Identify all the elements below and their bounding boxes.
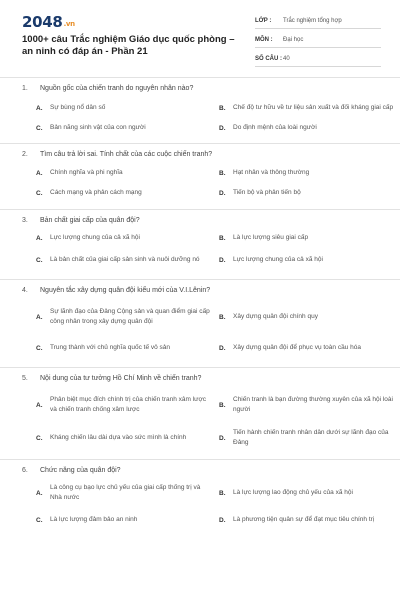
option-letter: C. (36, 434, 43, 442)
answer-option-a[interactable] (36, 163, 211, 183)
option-text: Chiến tranh là bạn đường thường xuyên của xã hội loài người (233, 396, 393, 413)
option-letter: A. (36, 234, 43, 242)
option-letter: A. (36, 489, 43, 497)
answer-option-d[interactable] (219, 183, 394, 203)
option-text: Là lực lượng siêu giai cấp (233, 234, 309, 241)
question-stem (0, 144, 400, 163)
meta-label: MÔN : (255, 36, 273, 43)
option-letter: D. (219, 344, 226, 352)
meta-row-class (255, 13, 381, 29)
question-number: 1. (22, 85, 28, 92)
answer-option-a[interactable] (36, 299, 211, 335)
meta-row-subject (255, 32, 381, 48)
question-text: Nguyên tắc xây dựng quân đội kiểu mới của V.I.Lênin? (40, 287, 211, 294)
option-text: Hạt nhân và thông thường (233, 169, 310, 176)
answer-option-b[interactable] (219, 97, 394, 119)
option-text: Bản năng sinh vật của con người (50, 124, 146, 131)
option-letter: C. (36, 124, 43, 132)
meta-value: 40 (283, 55, 290, 62)
answer-options (0, 229, 400, 279)
answer-option-d[interactable] (219, 119, 394, 137)
answer-option-d[interactable] (219, 247, 394, 273)
option-letter: C. (36, 516, 43, 524)
option-text: Kháng chiến lâu dài dựa vào sức mình là chính (50, 434, 187, 441)
question-stem (0, 280, 400, 299)
site-logo[interactable] (22, 13, 75, 33)
option-text: Trung thành với chủ nghĩa quốc tế vô sản (50, 344, 171, 351)
question-item (0, 368, 400, 460)
option-letter: C. (36, 256, 43, 264)
option-letter: C. (36, 189, 43, 197)
option-text: Là lực lượng đảm bảo an ninh (50, 516, 138, 523)
option-letter: D. (219, 189, 226, 197)
question-item (0, 144, 400, 210)
question-list (0, 78, 400, 539)
question-text: Chức năng của quân đội? (40, 467, 121, 474)
question-number: 5. (22, 375, 28, 382)
option-text: Lực lượng chung của cả xã hội (233, 256, 323, 263)
option-letter: C. (36, 344, 43, 352)
meta-row-question-count (255, 51, 381, 67)
question-text: Nội dung của tư tưởng Hồ Chí Minh về chiến tranh? (40, 375, 202, 382)
option-letter: D. (219, 516, 226, 524)
question-text: Tìm câu trả lời sai. Tính chất của các cuộc chiến tranh? (40, 151, 213, 158)
answer-option-b[interactable] (219, 163, 394, 183)
option-text: Sự lãnh đạo của Đảng Cộng sản và quan điểm giai cấp công nhân trong xây dựng quân đội (50, 308, 210, 325)
option-letter: A. (36, 401, 43, 409)
worksheet-header (0, 0, 400, 77)
option-letter: B. (219, 169, 226, 177)
question-stem (0, 78, 400, 97)
question-stem (0, 210, 400, 229)
option-letter: B. (219, 401, 226, 409)
option-letter: D. (219, 256, 226, 264)
question-text: Nguồn gốc của chiến tranh do nguyên nhân nào? (40, 85, 194, 92)
answer-option-b[interactable] (219, 299, 394, 335)
question-number: 3. (22, 217, 28, 224)
answer-options (0, 479, 400, 539)
document-title: 1000+ câu Trắc nghiệm Giáo dục quốc phòng – an ninh có đáp án - Phần 21 (22, 34, 235, 57)
option-text: Xây dựng quân đội để phục vụ toàn cầu hóa (233, 344, 361, 351)
answer-option-c[interactable] (36, 183, 211, 203)
logo-suffix-text: .vn (63, 20, 75, 28)
meta-table (255, 13, 381, 70)
answer-option-c[interactable] (36, 247, 211, 273)
option-text: Tiến hành chiến tranh nhân dân dưới sự lãnh đạo của Đảng (233, 429, 389, 446)
logo-main-text: 2048 (22, 13, 63, 31)
answer-option-c[interactable] (36, 423, 211, 453)
answer-options (0, 299, 400, 367)
question-text: Bản chất giai cấp của quân đội? (40, 217, 140, 224)
option-text: Do định mệnh của loài người (233, 124, 317, 131)
answer-option-a[interactable] (36, 97, 211, 119)
question-stem (0, 368, 400, 387)
question-stem (0, 460, 400, 479)
answer-options (0, 97, 400, 143)
option-letter: B. (219, 104, 226, 112)
meta-value: Đại học (283, 36, 304, 43)
question-number: 6. (22, 467, 28, 474)
option-text: Cách mạng và phản cách mạng (50, 189, 142, 196)
option-letter: B. (219, 489, 226, 497)
question-item (0, 78, 400, 144)
meta-value: Trắc nghiệm tổng hợp (283, 17, 342, 24)
option-letter: A. (36, 313, 43, 321)
answer-option-d[interactable] (219, 507, 394, 533)
option-letter: B. (219, 313, 226, 321)
answer-option-a[interactable] (36, 229, 211, 247)
answer-option-a[interactable] (36, 387, 211, 423)
option-text: Là lực lượng lao động chủ yếu của xã hội (233, 489, 353, 496)
answer-option-b[interactable] (219, 387, 394, 423)
option-text: Là phương tiện quân sự để đạt mục tiêu chính trị (233, 516, 375, 523)
answer-option-c[interactable] (36, 335, 211, 361)
answer-options (0, 163, 400, 209)
option-text: Chính nghĩa và phi nghĩa (50, 169, 123, 176)
option-letter: B. (219, 234, 226, 242)
option-letter: D. (219, 124, 226, 132)
answer-option-b[interactable] (219, 479, 394, 507)
answer-option-b[interactable] (219, 229, 394, 247)
meta-label: LỚP : (255, 17, 272, 24)
question-item (0, 460, 400, 539)
meta-label: SỐ CÂU : (255, 55, 282, 62)
answer-option-c[interactable] (36, 119, 211, 137)
option-text: Sự bùng nổ dân số (50, 104, 106, 111)
answer-option-d[interactable] (219, 423, 394, 453)
answer-option-a[interactable] (36, 479, 211, 507)
answer-option-d[interactable] (219, 335, 394, 361)
answer-options (0, 387, 400, 459)
option-letter: A. (36, 169, 43, 177)
answer-option-c[interactable] (36, 507, 211, 533)
option-text: Là bản chất của giai cấp sản sinh và nuôi dưỡng nó (50, 256, 200, 263)
option-text: Tiến bộ và phản tiến bộ (233, 189, 301, 196)
question-number: 2. (22, 151, 28, 158)
option-text: Lực lượng chung của cả xã hội (50, 234, 140, 241)
option-text: Là công cụ bạo lực chủ yếu của giai cấp thống trị và Nhà nước (50, 484, 201, 501)
question-number: 4. (22, 287, 28, 294)
option-text: Chế độ tư hữu về tư liệu sản xuất và đối kháng giai cấp (233, 104, 394, 111)
option-letter: A. (36, 104, 43, 112)
question-item (0, 280, 400, 368)
option-letter: D. (219, 434, 226, 442)
option-text: Phân biệt mục đích chính trị của chiến tranh xâm lược và chiến tranh chống xâm lược (50, 396, 207, 413)
option-text: Xây dựng quân đội chính quy (233, 313, 318, 320)
question-item (0, 210, 400, 280)
